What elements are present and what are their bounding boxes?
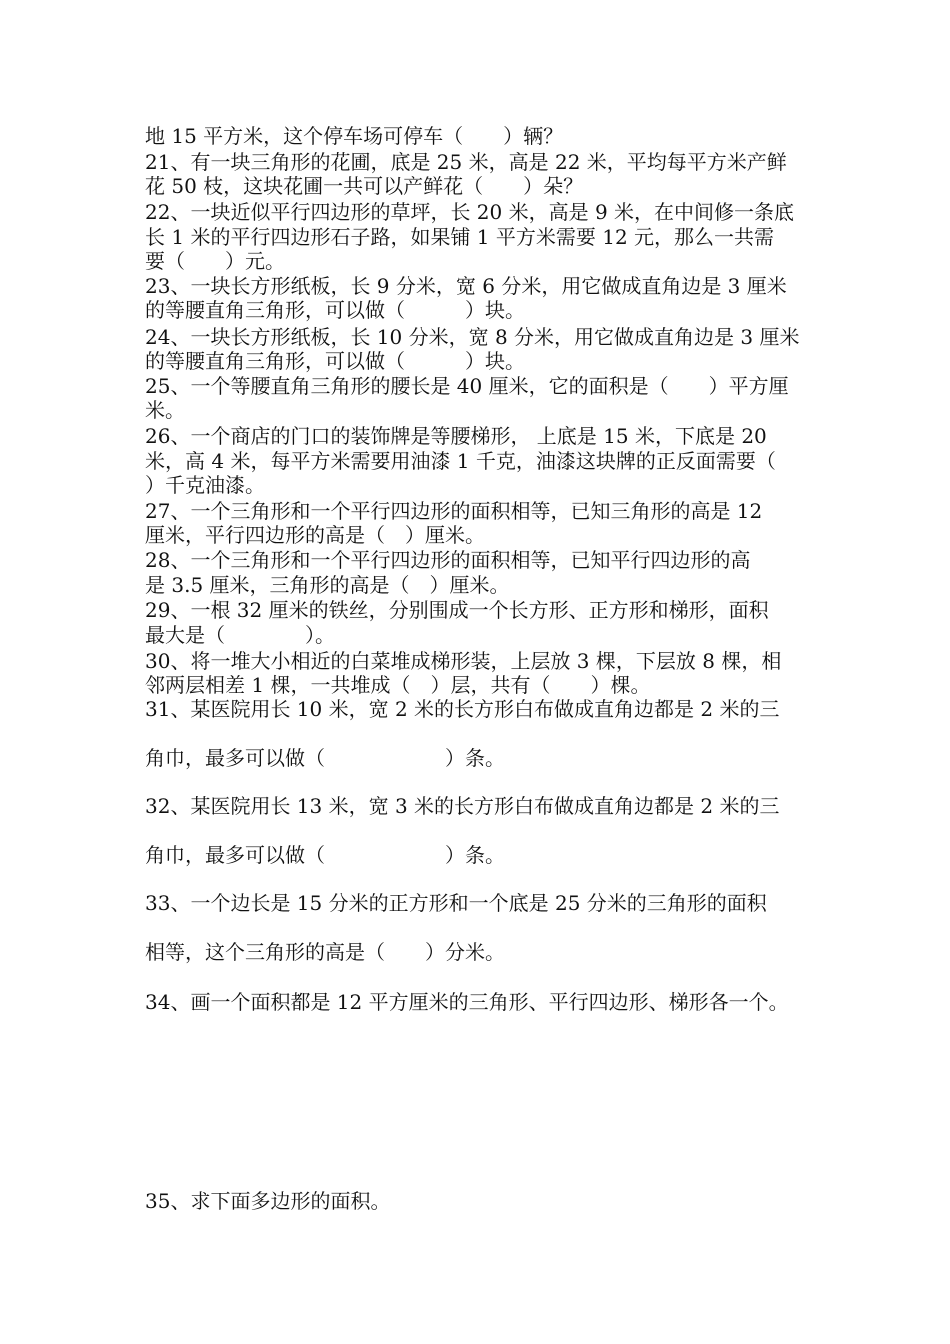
text-line: 地 15 平方米，这个停车场可停车（ ）辆？ [145,124,564,148]
text-line: 长 1 米的平行四边形石子路，如果铺 1 平方米需要 12 元，那么一共需 [145,225,775,249]
text-line: 22、一块近似平行四边形的草坪，长 20 米，高是 9 米，在中间修一条底 [145,200,795,224]
text-line: 厘米，平行四边形的高是（ ）厘米。 [145,523,485,547]
text-line: 米，高 4 米，每平方米需要用油漆 1 千克，油漆这块牌的正反面需要（ [145,449,776,473]
text-line: 30、将一堆大小相近的白菜堆成梯形装，上层放 3 棵，下层放 8 棵，相 [145,649,782,673]
text-line: 24、一块长方形纸板，长 10 分米，宽 8 分米，用它做成直角边是 3 厘米 [145,325,800,349]
text-line: 米。 [145,398,185,422]
text-line: 26、一个商店的门口的装饰牌是等腰梯形， 上底是 15 米，下底是 20 [145,424,767,448]
text-line: 邻两层相差 1 棵，一共堆成（ ）层，共有（ ）棵。 [145,673,651,697]
text-line: 角巾，最多可以做（ ）条。 [145,746,505,770]
text-line: 27、一个三角形和一个平行四边形的面积相等，已知三角形的高是 12 [145,499,763,523]
text-line: 23、一块长方形纸板，长 9 分米，宽 6 分米，用它做成直角边是 3 厘米 [145,274,787,298]
text-line: 的等腰直角三角形，可以做（ ）块。 [145,349,525,373]
text-line: 要（ ）元。 [145,249,285,273]
text-line: 最大是（ ）。 [145,623,335,647]
text-line: 的等腰直角三角形，可以做（ ）块。 [145,298,525,322]
text-line: 角巾，最多可以做（ ）条。 [145,843,505,867]
text-line: 33、一个边长是 15 分米的正方形和一个底是 25 分米的三角形的面积 [145,891,767,915]
text-line: 31、某医院用长 10 米，宽 2 米的长方形白布做成直角边都是 2 米的三 [145,697,780,721]
text-line: 29、一根 32 厘米的铁丝，分别围成一个长方形、正方形和梯形，面积 [145,598,769,622]
text-line: 25、一个等腰直角三角形的腰长是 40 厘米，它的面积是（ ）平方厘 [145,374,789,398]
text-line: ）千克油漆。 [145,473,265,497]
text-line: 34、画一个面积都是 12 平方厘米的三角形、平行四边形、梯形各一个。 [145,990,789,1014]
text-line: 花 50 枝，这块花圃一共可以产鲜花（ ）朵？ [145,174,584,198]
text-line: 21、有一块三角形的花圃，底是 25 米，高是 22 米，平均每平方米产鲜 [145,150,787,174]
text-line: 32、某医院用长 13 米，宽 3 米的长方形白布做成直角边都是 2 米的三 [145,794,780,818]
text-line: 相等，这个三角形的高是（ ）分米。 [145,940,505,964]
text-line: 35、求下面多边形的面积。 [145,1189,391,1213]
text-line: 28、一个三角形和一个平行四边形的面积相等，已知平行四边形的高 [145,548,751,572]
text-line: 是 3.5 厘米，三角形的高是（ ）厘米。 [145,573,510,597]
